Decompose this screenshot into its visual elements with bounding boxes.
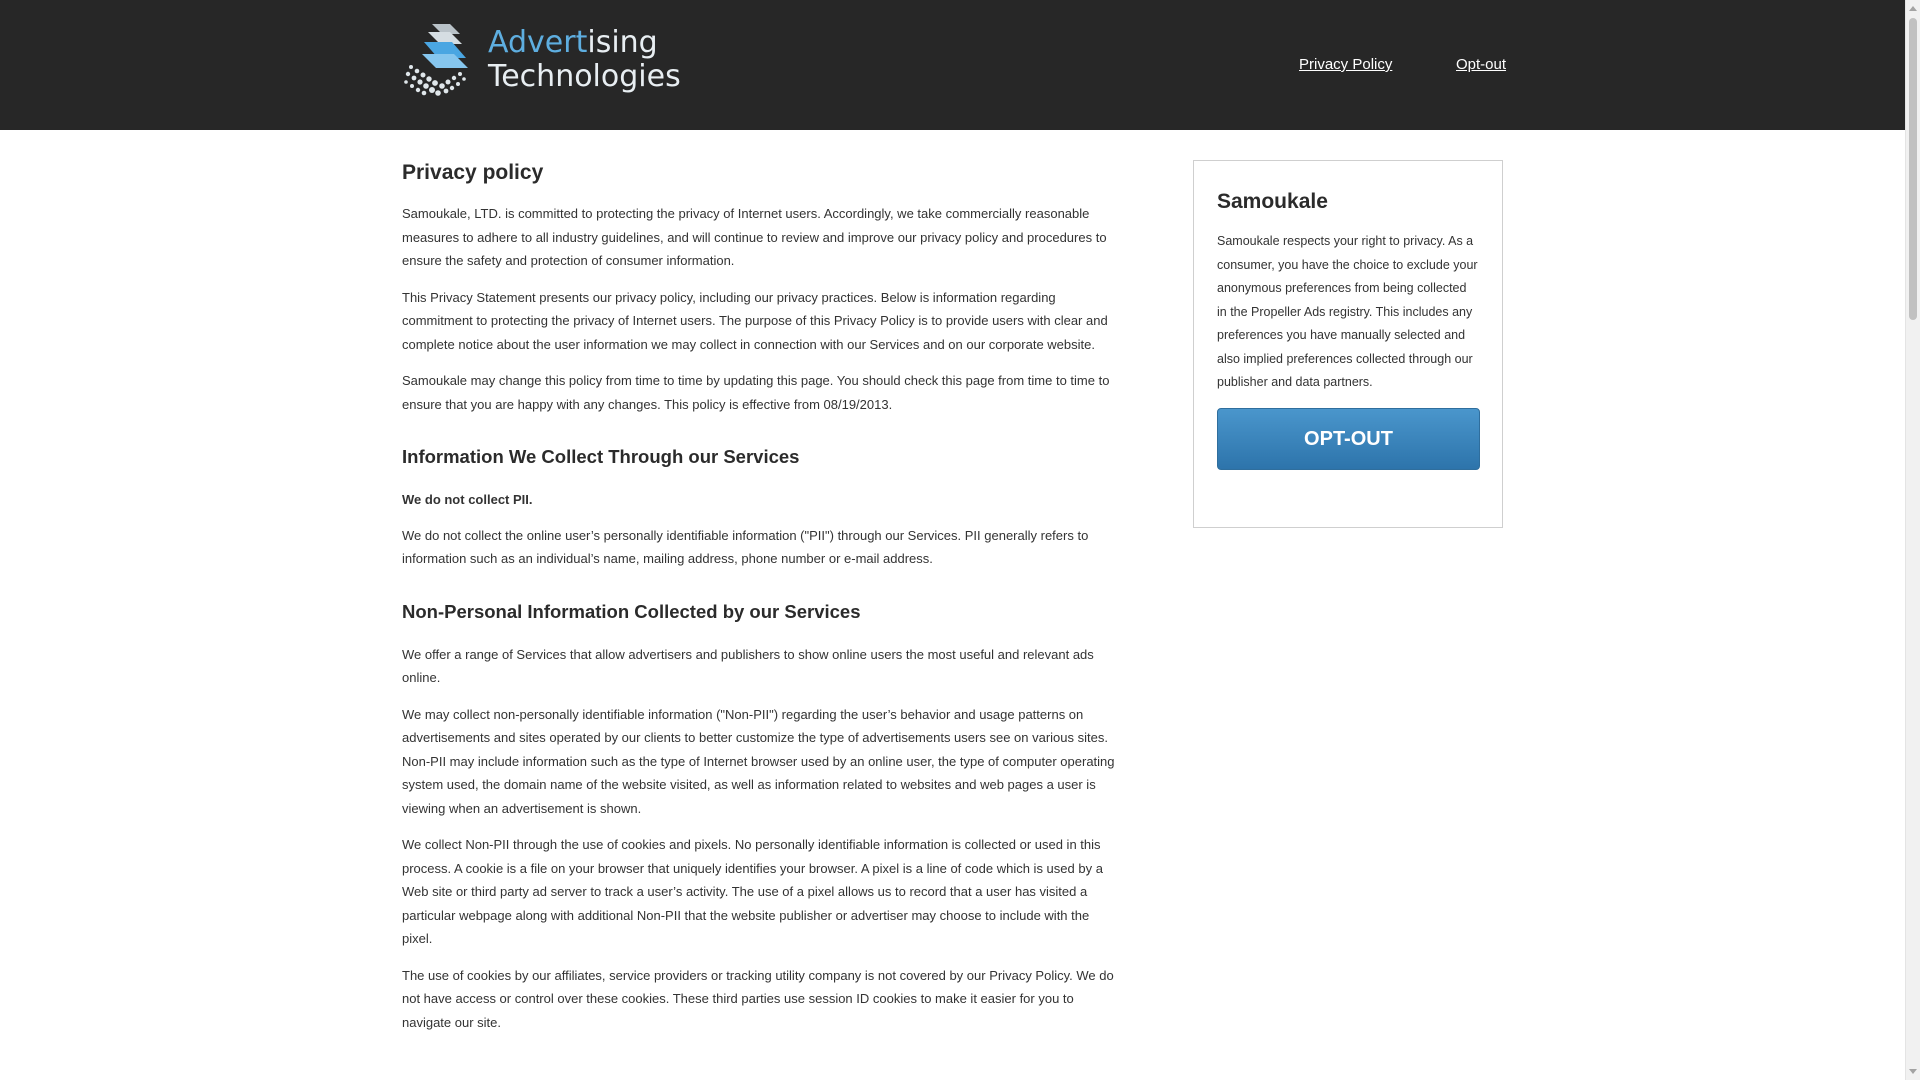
scroll-down-arrow-icon[interactable] — [1909, 1069, 1917, 1074]
section-heading-collect: Information We Collect Through our Services — [402, 446, 800, 467]
scrollbar-thumb[interactable] — [1909, 18, 1917, 320]
nav-item-privacy — [1299, 56, 1392, 73]
logo-word-accent: Advert — [488, 25, 588, 60]
site-header — [0, 0, 1905, 130]
intro-paragraph: Samoukale, LTD. is committed to protecting the privacy of Internet users. Accordingly, we take commercially reasonable measures to adhere to all industry guidelines, and will continue to review and improve our privacy policy and procedures to ensure the safety and protection of consumer information. — [402, 206, 1107, 268]
main-content — [402, 160, 1118, 1047]
optout-sidebar — [1193, 160, 1503, 528]
intro-paragraph: This Privacy Statement presents our privacy policy, including our privacy practices. Below is information regarding commitment to protecting the privacy of Internet users. The purpose of this Privacy Policy is to provide users with clear and complete notice about the user information we may collect in connection with our Services and on our corporate website. — [402, 289, 1108, 352]
section-paragraph: We collect Non-PII through the use of cookies and pixels. No personally identifiable information is collected or used in this process. A cookie is a file on your browser that uniquely identifies your browser. A pixel is a line of code which is used by a Web site or third party ad server to track a user’s activity. The use of a pixel allows us to record that a user has visited a particular webpage along with additional Non-PII that the website publisher or advertiser may choose to include with the pixel. — [402, 837, 1103, 946]
vertical-scrollbar[interactable] — [1905, 0, 1920, 1080]
logo-word-rest: ising — [587, 25, 658, 60]
section-heading-non-personal: Non-Personal Information Collected by our Services — [402, 600, 861, 622]
page-title: Privacy policy — [402, 161, 544, 184]
logo[interactable] — [402, 22, 681, 98]
opt-out-button[interactable]: OPT-OUT — [1217, 408, 1480, 470]
nav-privacy-link[interactable]: Privacy Policy — [1299, 56, 1393, 73]
sidebar-text: Samoukale respects your right to privacy. As a consumer, you have the choice to exclude your anonymous preferences from being collected in the Propeller Ads registry. This includes any preferences you have manually selected and also implied preferences collected through our publisher and data partners. — [1217, 234, 1478, 389]
section-paragraph: We do not collect the online user’s personally identifiable information ("PII") through our Services. PII generally refers to information such as an individual’s name, mailing address, phone number or e-mail address. — [402, 527, 1089, 566]
scroll-up-arrow-icon[interactable] — [1909, 6, 1917, 11]
logo-icon — [402, 22, 482, 98]
logo-word-2: Technologies — [488, 59, 681, 94]
section-paragraph: We offer a range of Services that allow advertisers and publishers to show online users the most useful and relevant ads online. — [402, 646, 1094, 685]
section-paragraph: The use of cookies by our affiliates, service providers or tracking utility company is not covered by our Privacy Policy. We do not have access or control over these cookies. These third parties use session ID cookies to make it easier for you to navigate our site. — [402, 967, 1114, 1030]
sidebar-title: Samoukale — [1217, 190, 1328, 213]
section-paragraph: We may collect non-personally identifiable information ("Non-PII") regarding the user’s behavior and usage patterns on advertisements and sites operated by our clients to better customize the type of advertisements users see on various sites. Non-PII may include information such as the type of Internet browser used by an online user, the type of computer operating system used, the domain name of the website visited, as well as information related to websites and web pages a user is viewing when an advertisement is shown. — [402, 706, 1115, 816]
nav-item-optout — [1456, 56, 1506, 73]
intro-paragraph: Samoukale may change this policy from time to time by updating this page. You should check this page from time to time to ensure that you are happy with any changes. This policy is effective from 08/19/2013. — [402, 373, 1110, 412]
nav-optout-link[interactable]: Opt-out — [1456, 56, 1507, 73]
section-lead: We do not collect PII. — [402, 492, 533, 507]
logo-text — [488, 26, 681, 94]
